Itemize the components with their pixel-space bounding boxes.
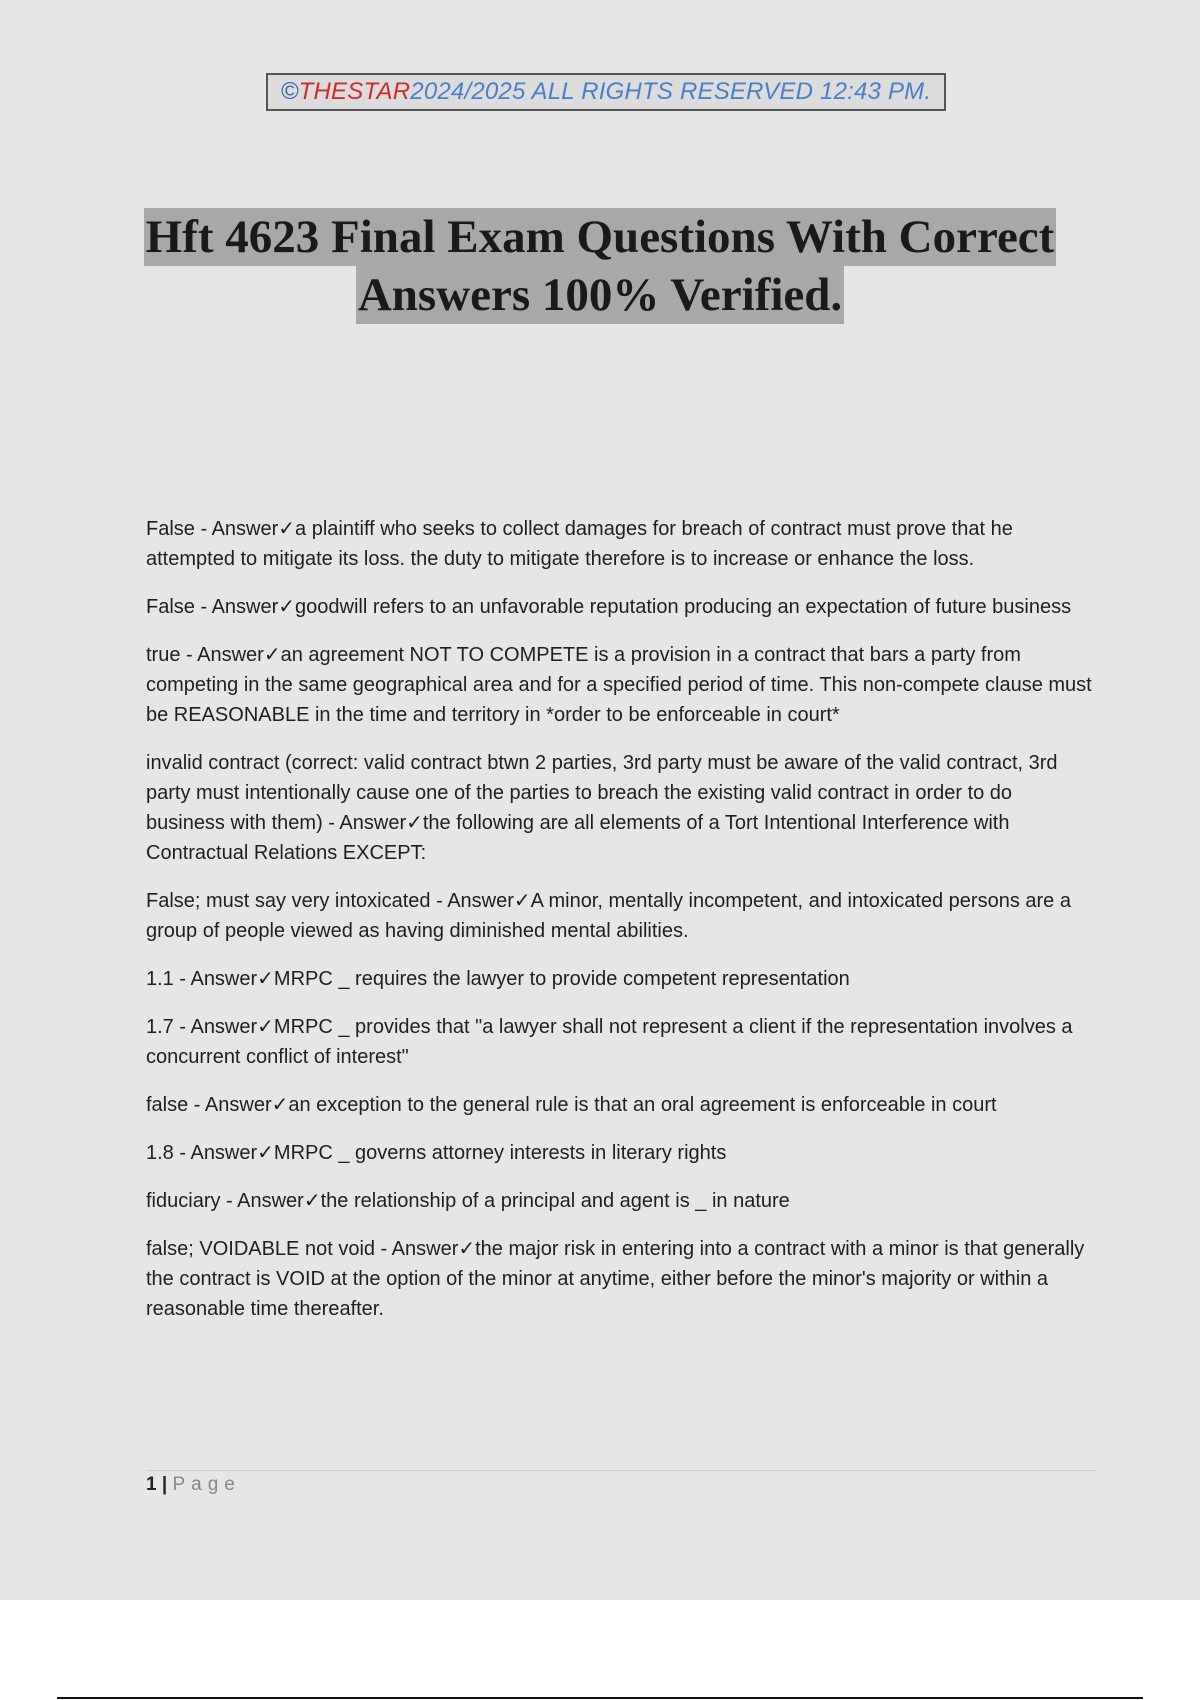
qa-item: 1.8 - Answer✓MRPC _ governs attorney interests in literary rights [146, 1142, 727, 1164]
qa-item: invalid contract (correct: valid contract btwn 2 parties, 3rd party must be aware of the valid contract, 3rd party must intentionally cause one of the parties to breach the existing valid contract in order to do business with them) - Answer✓the following are all elements of a Tort Intentional Interference with Contractual Relations EXCEPT: [146, 752, 1058, 864]
brand-name: THESTAR [298, 78, 411, 105]
title-line-1: Hft 4623 Final Exam Questions With Correct [144, 208, 1057, 266]
rights-text: 2024/2025 ALL RIGHTS RESERVED 12:43 PM. [410, 78, 932, 105]
qa-list [146, 514, 1096, 1342]
qa-item: fiduciary - Answer✓the relationship of a principal and agent is _ in nature [146, 1190, 790, 1212]
qa-item: true - Answer✓an agreement NOT TO COMPETE is a provision in a contract that bars a party from competing in the same geographical area and for a specified period of time. This non-compete clause must be REASONABLE in the time and territory in *order to be enforceable in court* [146, 644, 1092, 726]
bottom-divider [57, 1697, 1143, 1699]
qa-item: 1.1 - Answer✓MRPC _ requires the lawyer to provide competent representation [146, 968, 850, 990]
page-number: 1 [146, 1474, 157, 1495]
page-footer [146, 1473, 241, 1497]
page-word: Page [172, 1474, 241, 1495]
qa-item: false; VOIDABLE not void - Answer✓the major risk in entering into a contract with a minor is that generally the contract is VOID at the option of the minor at anytime, either before the minor's majority or within a reasonable time thereafter. [146, 1238, 1085, 1320]
qa-item: False; must say very intoxicated - Answer✓A minor, mentally incompetent, and intoxicated persons are a group of people viewed as having diminished mental abilities. [146, 890, 1071, 942]
document-title [100, 208, 1100, 324]
qa-item: False - Answer✓a plaintiff who seeks to collect damages for breach of contract must prove that he attempted to mitigate its loss. the duty to mitigate therefore is to increase or enhance the loss. [146, 518, 1013, 570]
qa-item: False - Answer✓goodwill refers to an unfavorable reputation producing an expectation of future business [146, 596, 1072, 618]
qa-item: false - Answer✓an exception to the general rule is that an oral agreement is enforceable in court [146, 1094, 997, 1116]
page-separator: | [156, 1474, 173, 1495]
title-line-2: Answers 100% Verified. [356, 266, 844, 324]
copyright-symbol: © [280, 78, 299, 105]
footer-divider [146, 1470, 1096, 1471]
qa-item: 1.7 - Answer✓MRPC _ provides that "a lawyer shall not represent a client if the representation involves a concurrent conflict of interest" [146, 1016, 1073, 1068]
copyright-banner [266, 73, 946, 111]
